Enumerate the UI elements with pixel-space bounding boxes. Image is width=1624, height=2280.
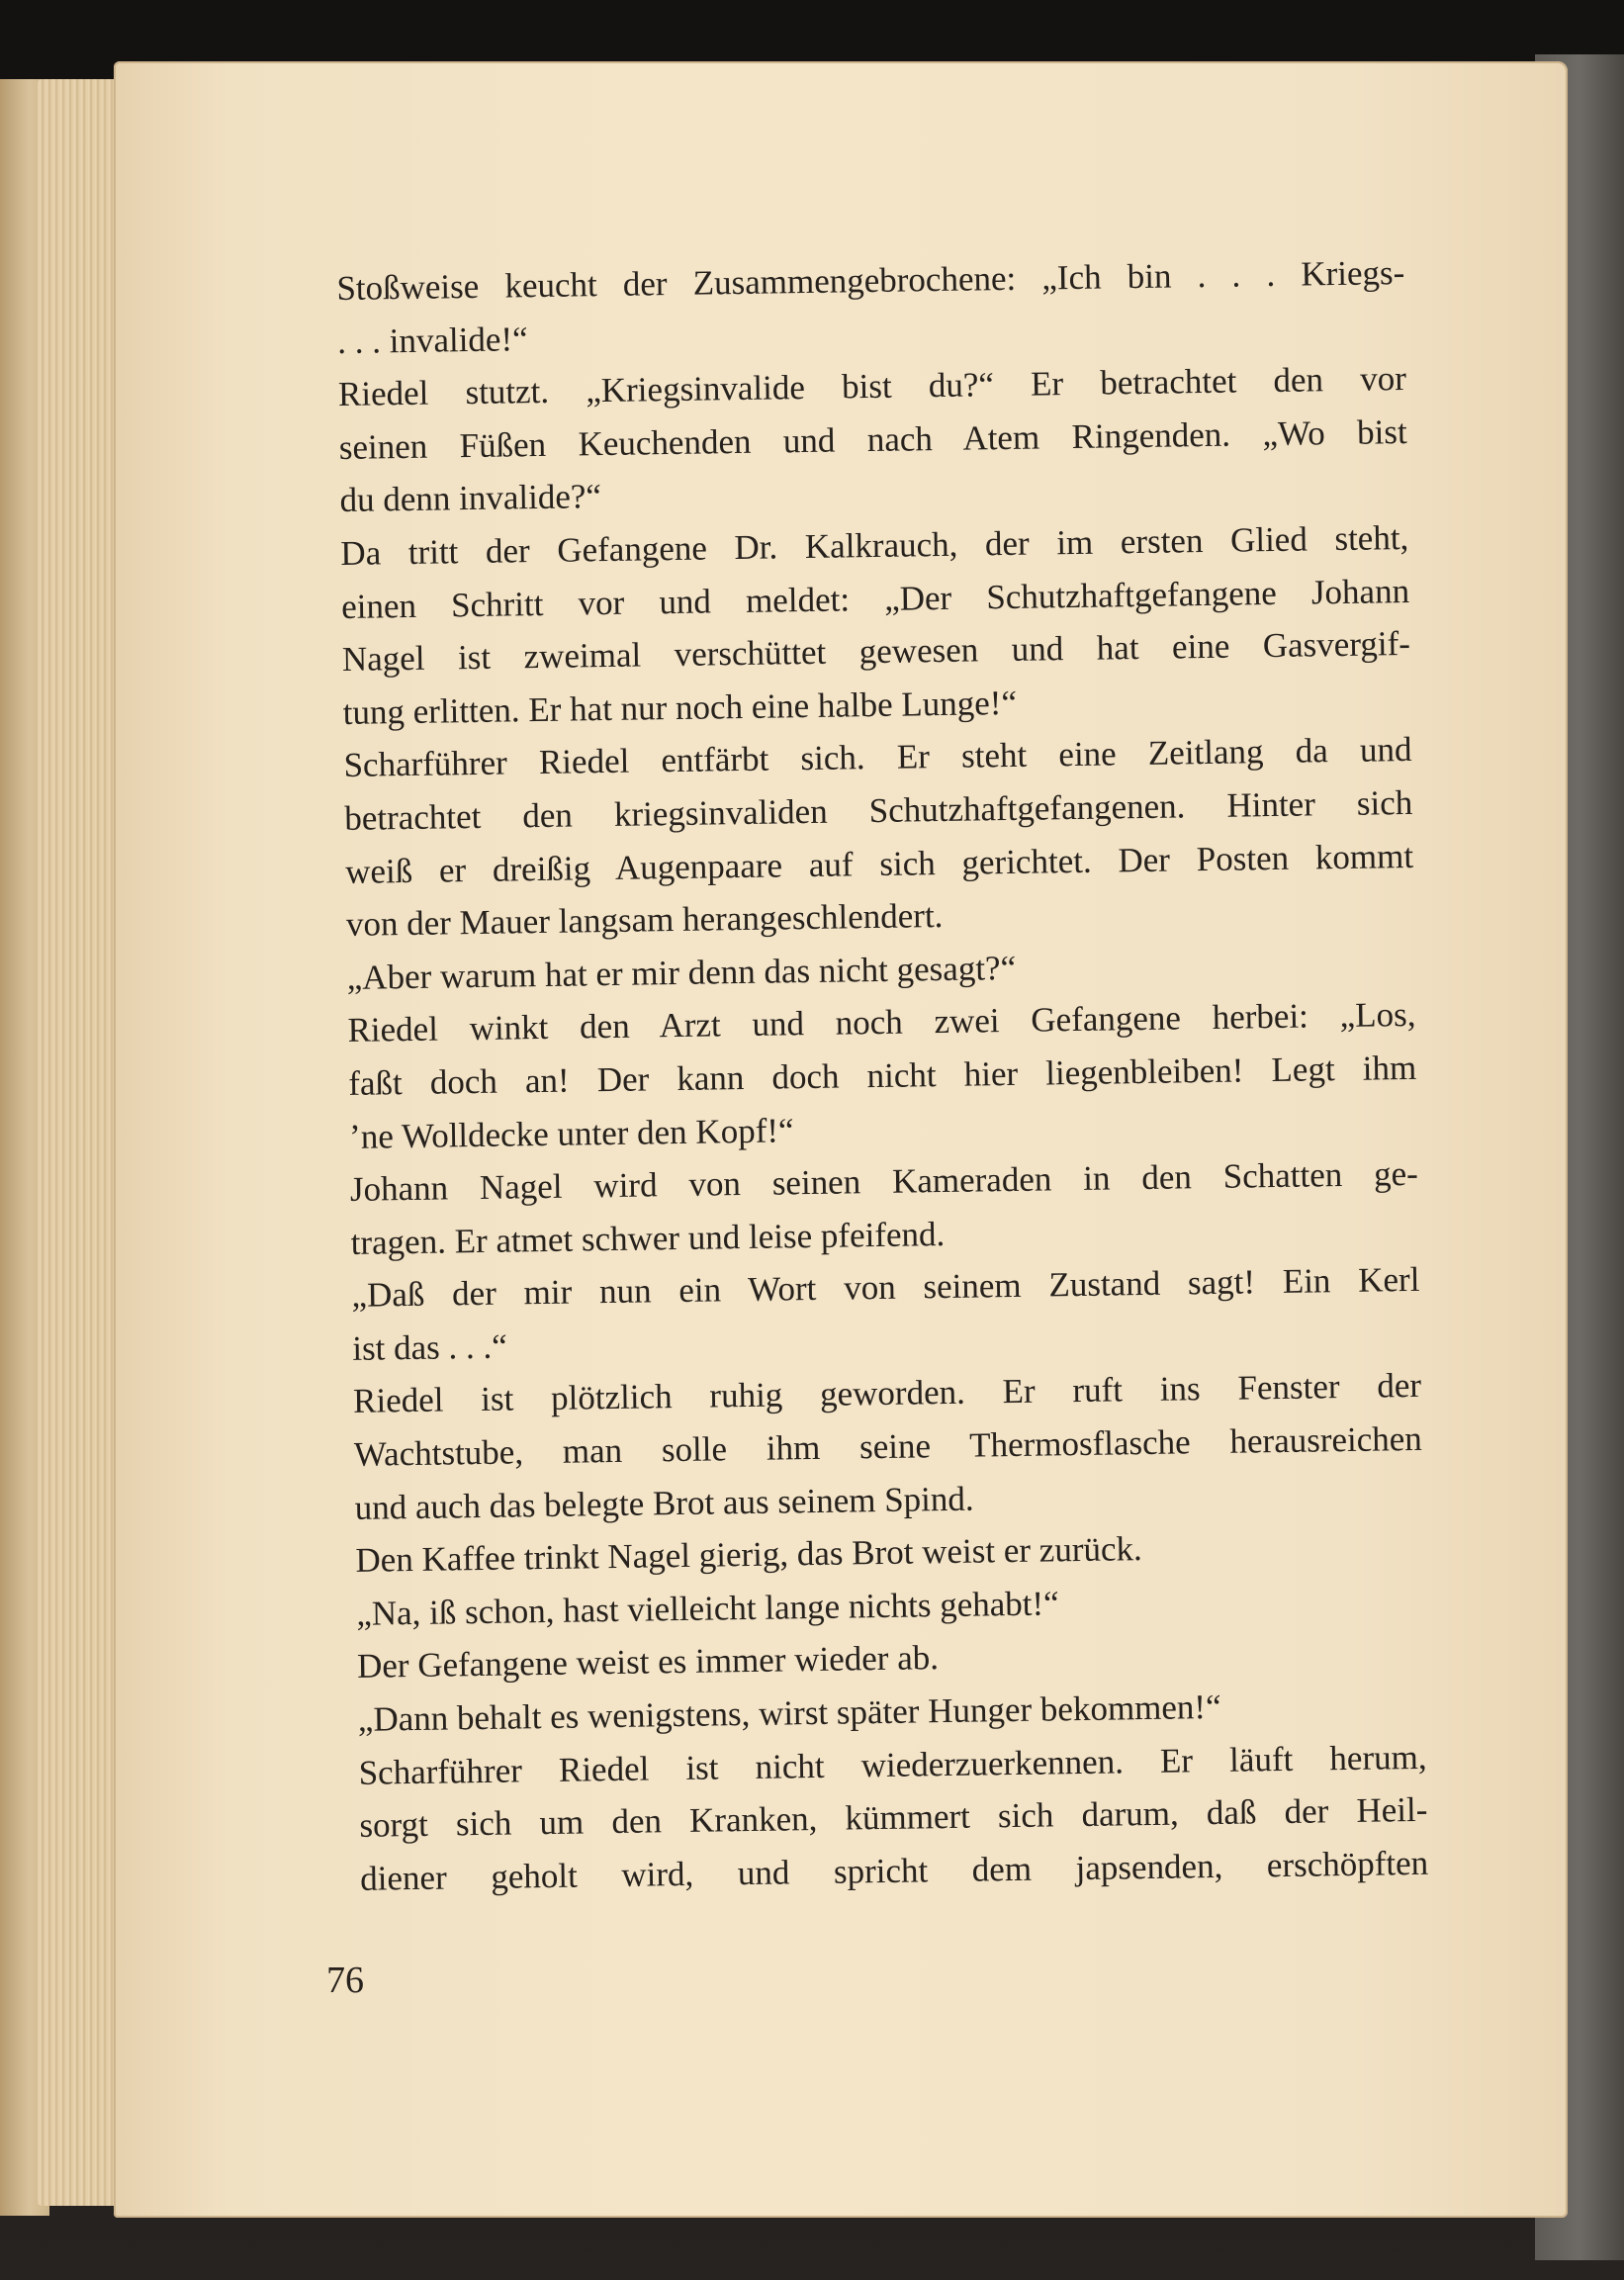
text-line: Riedel ist plötzlich ruhig geworden. Er ruft ins Fenster der xyxy=(352,1366,1422,1421)
text-line: einen Schritt vor und meldet: „Der Schutzhaftgefangene Johann xyxy=(340,571,1410,626)
text-line: von der Mauer langsam herangeschlendert. xyxy=(345,896,944,945)
text-line: „Aber warum hat er mir denn das nicht gesagt?“ xyxy=(346,948,1017,997)
text-line: „Daß der mir nun ein Wort von seinem Zustand sagt! Ein Kerl xyxy=(351,1260,1420,1316)
text-line: ’ne Wolldecke unter den Kopf!“ xyxy=(348,1110,794,1156)
text-line: ist das . . .“ xyxy=(352,1326,508,1368)
text-line: Wachtstube, man solle ihm seine Thermosflasche herausreichen xyxy=(353,1418,1423,1474)
body-text xyxy=(336,246,1429,1905)
text-line: Nagel ist zweimal verschüttet gewesen und hat eine Gasvergif- xyxy=(341,624,1411,680)
text-line: Da tritt der Gefangene Dr. Kalkrauch, der im ersten Glied steht, xyxy=(340,517,1409,573)
text-line: du denn invalide?“ xyxy=(339,477,602,520)
text-line: betrachtet den kriegsinvaliden Schutzhaftgefangenen. Hinter sich xyxy=(344,782,1413,838)
text-line: Den Kaffee trinkt Nagel gierig, das Brot weist er zurück. xyxy=(355,1529,1143,1581)
text-line: „Na, iß schon, hast vielleicht lange nichts gehabt!“ xyxy=(355,1584,1059,1633)
text-line: Riedel stutzt. „Kriegsinvalide bist du?“ Er betrachtet den vor xyxy=(337,359,1407,414)
text-line: Johann Nagel wird von seinen Kameraden in den Schatten ge- xyxy=(349,1153,1419,1209)
text-line: Riedel winkt den Arzt und noch zwei Gefangene herbei: „Los, xyxy=(347,995,1416,1050)
text-line: Der Gefangene weist es immer wieder ab. xyxy=(356,1638,940,1687)
text-line: „Dann behalt es wenigstens, wirst später Hunger bekommen!“ xyxy=(357,1687,1221,1739)
text-line: Scharführer Riedel ist nicht wiederzuerkennen. Er läuft herum, xyxy=(358,1737,1427,1792)
text-line: sorgt sich um den Kranken, kümmert sich darum, daß der Heil- xyxy=(359,1790,1428,1846)
text-line: diener geholt wird, und spricht dem japsenden, erschöpften xyxy=(359,1843,1429,1898)
text-line: . . . invalide!“ xyxy=(336,319,528,361)
text-line: faßt doch an! Der kann doch nicht hier liegenbleiben! Legt ihm xyxy=(348,1048,1417,1103)
text-line: weiß er dreißig Augenpaare auf sich gerichtet. Der Posten kommt xyxy=(344,836,1414,891)
text-line: Scharführer Riedel entfärbt sich. Er steht eine Zeitlang da und xyxy=(343,730,1412,785)
text-line: tragen. Er atmet schwer und leise pfeifend. xyxy=(350,1214,946,1262)
text-line: Stoßweise keucht der Zusammengebrochene: „Ich bin . . . Kriegs- xyxy=(336,252,1405,308)
text-line: und auch das belegte Brot aus seinem Spind. xyxy=(354,1479,974,1527)
text-line: tung erlitten. Er hat nur noch eine halbe Lunge!“ xyxy=(342,683,1018,732)
text-line: seinen Füßen Keuchenden und nach Atem Ringenden. „Wo bist xyxy=(338,411,1407,467)
page-number: 76 xyxy=(326,1960,364,2001)
